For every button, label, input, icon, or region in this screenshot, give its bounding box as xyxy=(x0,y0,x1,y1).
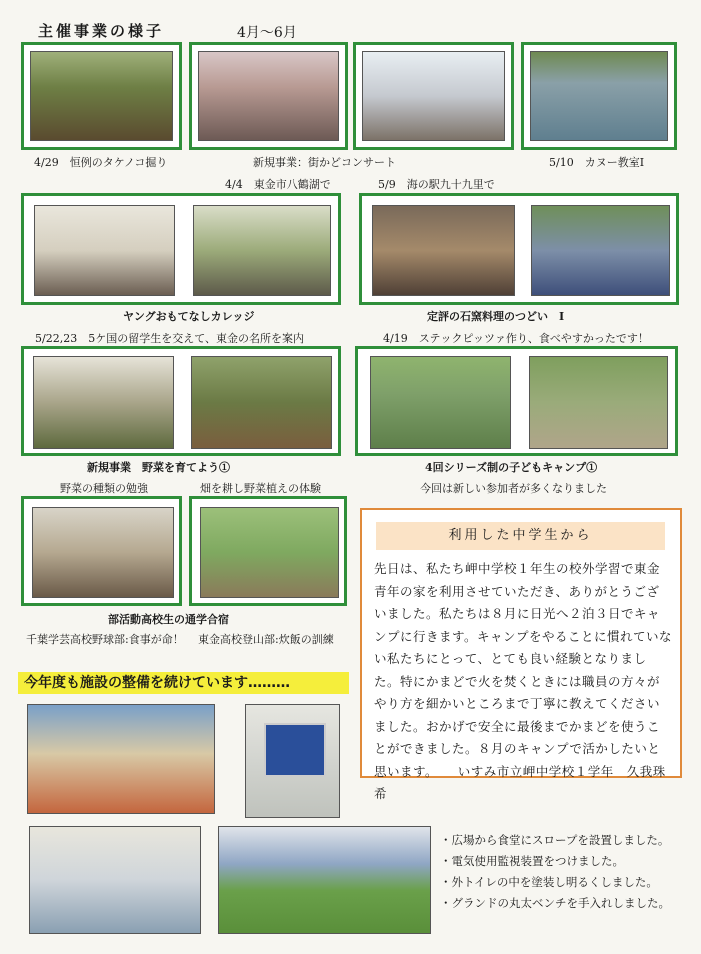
photo-college-guide xyxy=(193,205,331,296)
photo-frame-young-college xyxy=(21,193,341,305)
photo-toilet xyxy=(29,826,201,934)
photo-frame-club-meal xyxy=(21,496,182,606)
message-heading: 利用した中学生から xyxy=(376,522,665,550)
caption-young-college: ヤングおもてなしカレッジ xyxy=(123,310,255,323)
photo-concert-crowd xyxy=(362,51,505,141)
caption-club-camp: 部活動高校生の通学合宿 xyxy=(108,613,229,626)
photo-vegetable-study xyxy=(33,356,174,449)
photo-frame-concert-2 xyxy=(353,42,514,150)
caption-vegetable-planting: 畑を耕し野菜植えの体験 xyxy=(200,482,321,495)
photo-canoe-class xyxy=(530,51,668,141)
photo-frame-concert xyxy=(189,42,348,150)
facilities-banner: 今年度も施設の整備を続けています……… xyxy=(18,672,349,694)
caption-date-yakaku: 4/4 東金市八鶴湖で xyxy=(225,178,331,191)
photo-vegetable-planting xyxy=(191,356,332,449)
photo-college-lecture xyxy=(34,205,175,296)
caption-new-participants: 今回は新しい参加者が多くなりました xyxy=(420,482,607,495)
caption-mountain-club: 東金高校登山部:炊飯の訓練 xyxy=(198,633,334,646)
caption-exchange-students: 5/22,23 5ケ国の留学生を交えて、東金の名所を案内 xyxy=(35,332,304,345)
page-title: 主催事業の様子 xyxy=(38,22,165,40)
caption-kids-camp: 4回シリーズ制の子どもキャンプ① xyxy=(425,461,598,474)
photo-camp-tent xyxy=(370,356,511,449)
photo-frame-club-cooking xyxy=(189,496,347,606)
photo-frame-vegetables xyxy=(21,346,341,456)
caption-stone-oven: 定評の石窯料理のつどい Ⅰ xyxy=(427,310,565,323)
message-body: 先日は、私たち岬中学校１年生の校外学習で東金青年の家を利用させていただき、ありがとうございました。私たちは８月に日光へ２泊３日でキャンプに行きます。キャンプをやることに慣れていない私たちにとって、とても良い経験となりました。特にかまどで火を焚くときには職員の方々がやり方を細かいところまで丁寧に教えてくださいました。おかげで安全に最後までかまどを使うことができました。８月のキャンプで活かしたいと思います。 いすみ市立岬中学校１学年 久我珠希 xyxy=(374,561,673,801)
photo-street-concert xyxy=(198,51,339,141)
photo-power-monitor xyxy=(245,704,340,818)
photo-log-benches xyxy=(218,826,431,934)
list-item: ・電気使用監視装置をつけました。 xyxy=(440,854,624,868)
photo-bamboo-shoot-digging xyxy=(30,51,173,141)
list-item: ・外トイレの中を塗装し明るくしました。 xyxy=(440,875,658,889)
photo-slope xyxy=(27,704,215,814)
caption-concert: 新規事業：街かどコンサート xyxy=(253,156,396,169)
list-item: ・グランドの丸太ベンチを手入れしました。 xyxy=(440,896,670,910)
photo-camp-pizza xyxy=(529,356,668,449)
photo-frame-bamboo-shoot xyxy=(21,42,182,150)
period-label: 4月〜6月 xyxy=(237,25,297,41)
photo-baseball-club-meal xyxy=(32,507,174,598)
photo-frame-kids-camp xyxy=(355,346,678,456)
photo-stone-oven-cooking xyxy=(372,205,515,296)
caption-canoe: 5/10 カヌー教室Ⅰ xyxy=(549,156,645,169)
caption-baseball-club: 千葉学芸高校野球部:食事が命！ xyxy=(26,633,184,646)
list-item: ・広場から食堂にスロープを設置しました。 xyxy=(440,833,670,847)
caption-stick-pizza: 4/19 ステックピッツァ作り、食べやすかったです！ xyxy=(383,332,649,345)
caption-bamboo-shoot: 4/29 恒例のタケノコ掘り xyxy=(34,156,168,169)
monitor-display xyxy=(264,723,326,777)
caption-vegetable-study: 野菜の種類の勉強 xyxy=(60,482,148,495)
photo-mountain-club-cooking xyxy=(200,507,339,598)
caption-grow-vegetables: 新規事業 野菜を育てよう① xyxy=(87,461,230,474)
caption-date-umi: 5/9 海の駅九十九里で xyxy=(378,178,495,191)
photo-frame-canoe xyxy=(521,42,677,150)
photo-frame-stone-oven xyxy=(359,193,679,305)
photo-stone-oven-meal xyxy=(531,205,670,296)
facilities-list xyxy=(440,830,670,914)
student-message-box xyxy=(360,508,682,801)
